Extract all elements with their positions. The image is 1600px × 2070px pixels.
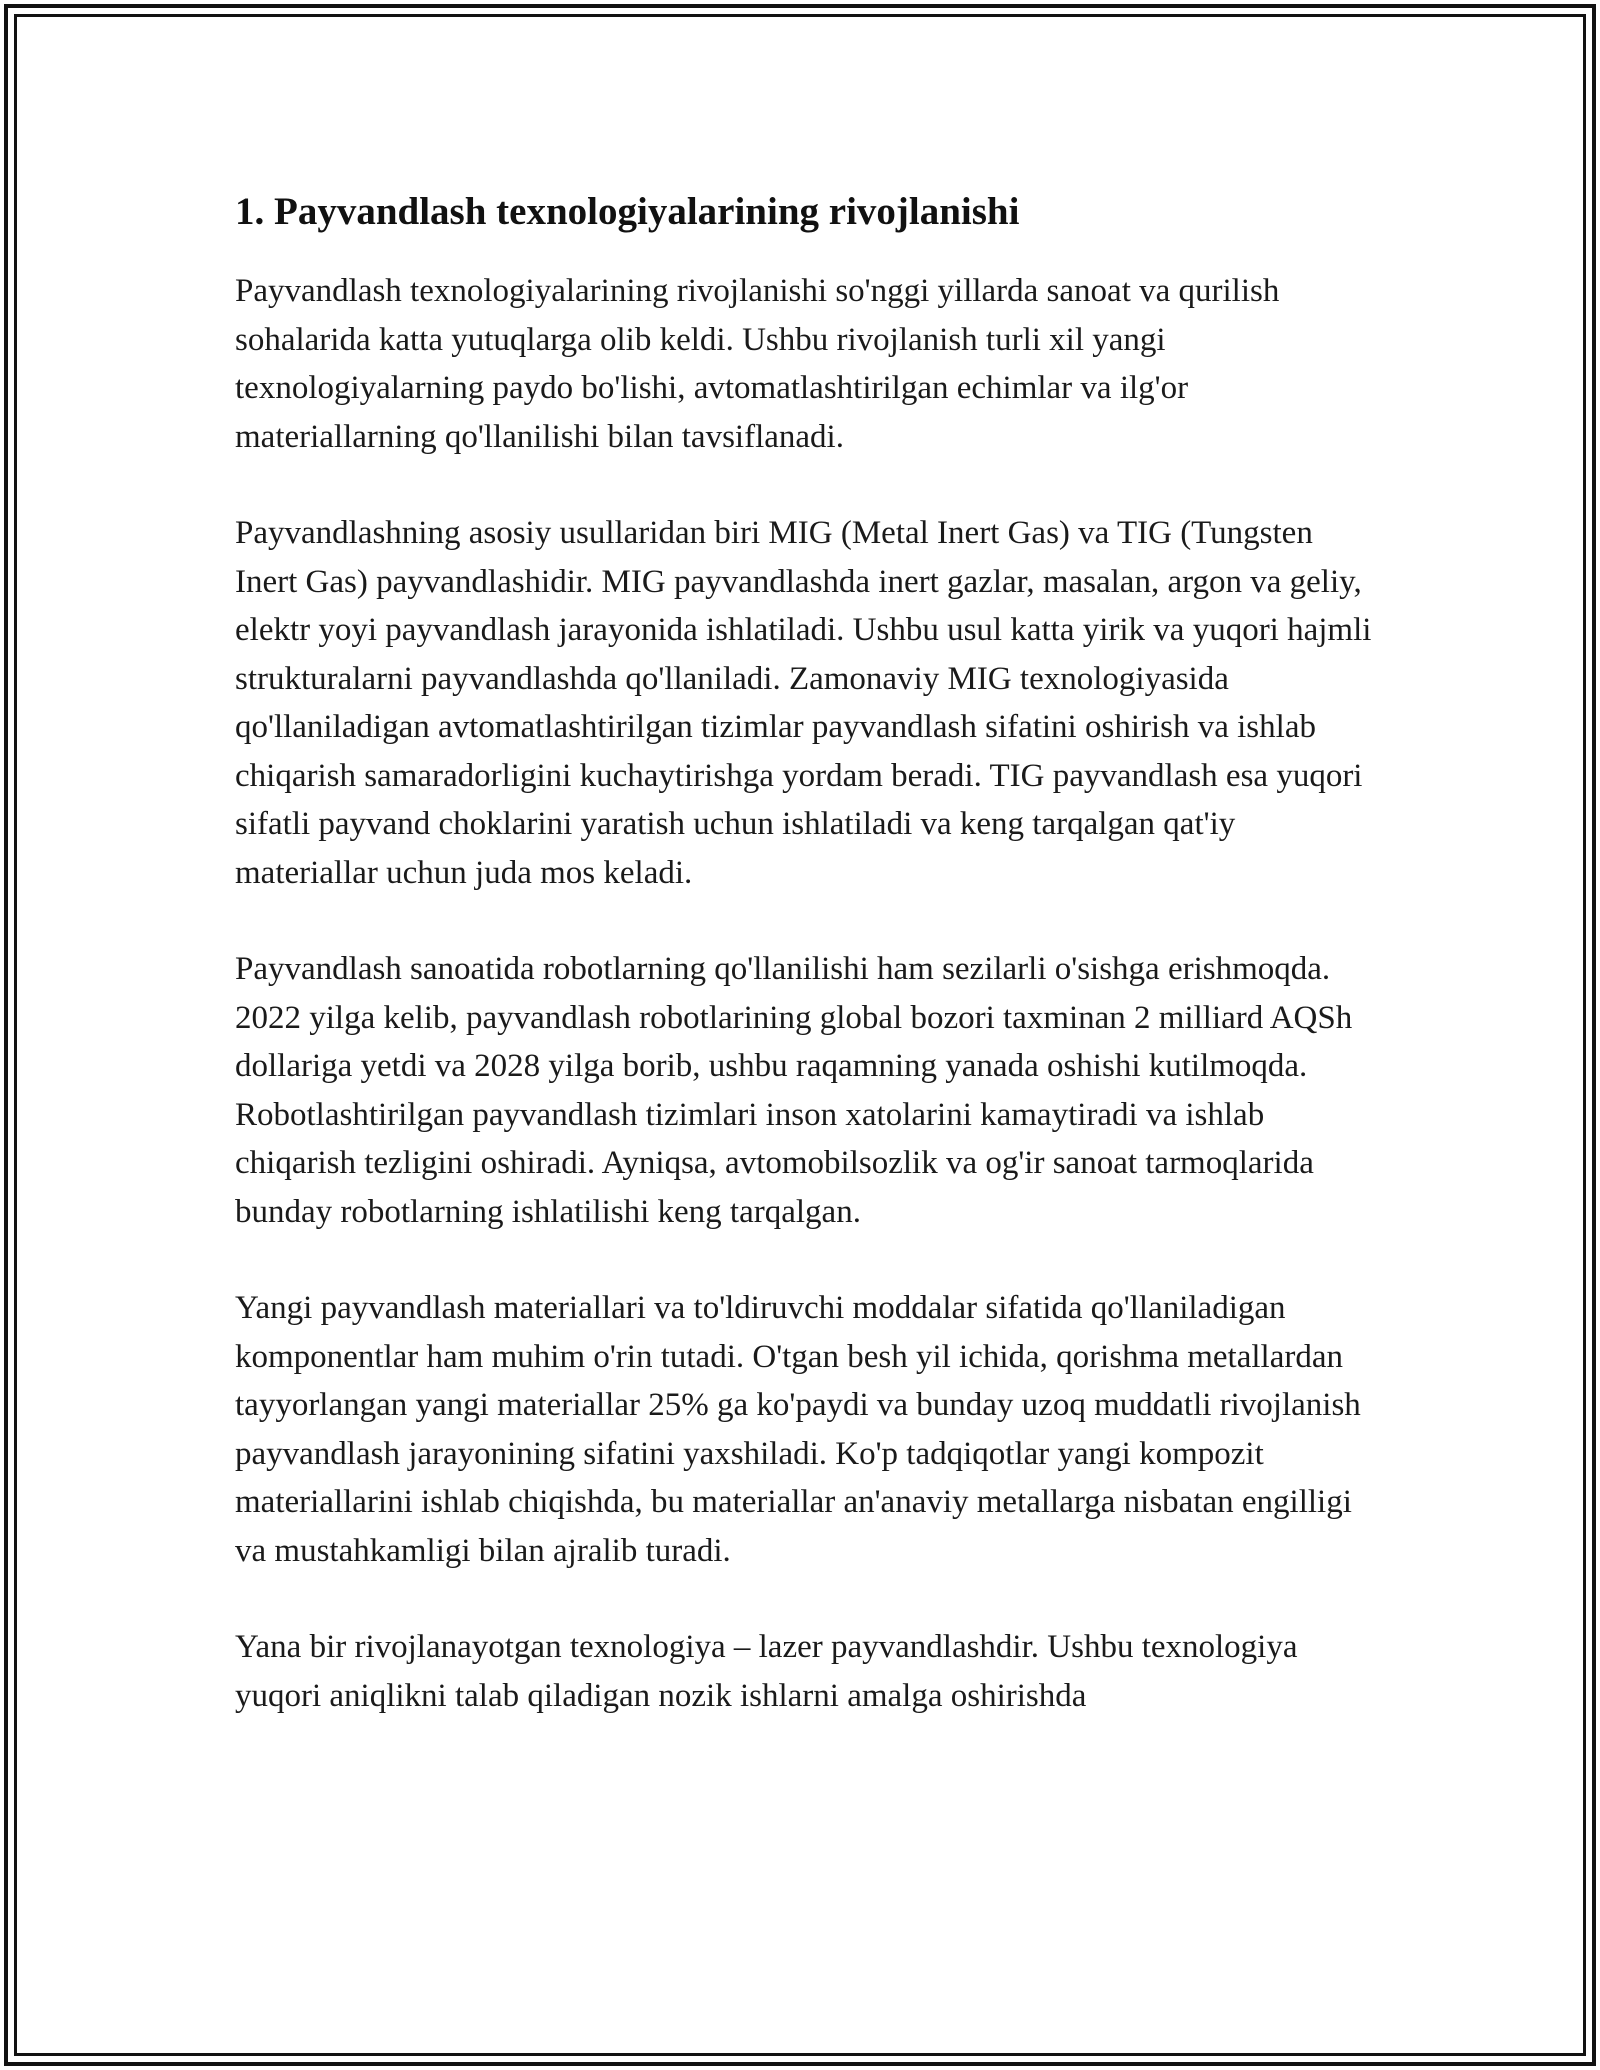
paragraph-laser: Yana bir rivojlanayotgan texnologiya – lazer payvandlashdir. Ushbu texnologiya yuqori aniqlikni talab qiladigan nozik ishlarni amalga oshirishda xyxy=(235,1629,1298,1714)
paragraph-intro: Payvandlash texnologiyalarining rivojlanishi so'nggi yillarda sanoat va qurilish sohalarida katta yutuqlarga olib keldi. Ushbu rivojlanish turli xil yangi texnologiyalarning paydo bo'lishi, avtomatlashtirilgan echimlar va ilg'or materiallarning qo'llanilishi bilan tavsiflanadi. xyxy=(235,273,1280,455)
paragraph-materials: Yangi payvandlash materiallari va to'ldiruvchi moddalar sifatida qo'llaniladigan komponentlar ham muhim o'rin tutadi. O'tgan besh yil ichida, qorishma metallardan tayyorlangan yangi materiallar 25% ga ko'paydi va bunday uzoq muddatli rivojlanish payvandlash jarayonining sifatini yaxshiladi. Ko'p tadqiqotlar yangi kompozit materiallarini ishlab chiqishda, bu materiallar an'anaviy metallarga nisbatan engilligi va mustahkamligi bilan ajralib turadi. xyxy=(235,1290,1361,1569)
section-heading: 1. Payvandlash texnologiyalarining rivojlanishi xyxy=(235,190,1020,233)
paragraph-robots: Payvandlash sanoatida robotlarning qo'llanilishi ham sezilarli o'sishga erishmoqda. 2022 yilga kelib, payvandlash robotlarining global bozori taxminan 2 milliard AQSh dollariga yetdi va 2028 yilga borib, ushbu raqamning yanada oshishi kutilmoqda. Robotlashtirilgan payvandlash tizimlari inson xatolarini kamaytiradi va ishlab chiqarish tezligini oshiradi. Ayniqsa, avtomobilsozlik va og'ir sanoat tarmoqlarida bunday robotlarning ishlatilishi keng tarqalgan. xyxy=(235,951,1353,1230)
document-body xyxy=(235,185,1375,1768)
paragraph-mig-tig: Payvandlashning asosiy usullaridan biri MIG (Metal Inert Gas) va TIG (Tungsten Inert Gas) payvandlashidir. MIG payvandlashda inert gazlar, masalan, argon va geliy, elektr yoyi payvandlash jarayonida ishlatiladi. Ushbu usul katta yirik va yuqori hajmli strukturalarni payvandlashda qo'llaniladi. Zamonaviy MIG texnologiyasida qo'llaniladigan avtomatlashtirilgan tizimlar payvandlash sifatini oshirish va ishlab chiqarish samaradorligini kuchaytirishga yordam beradi. TIG payvandlash esa yuqori sifatli payvand choklarini yaratish uchun ishlatiladi va keng tarqalgan qat'iy materiallar uchun juda mos keladi. xyxy=(235,515,1372,891)
